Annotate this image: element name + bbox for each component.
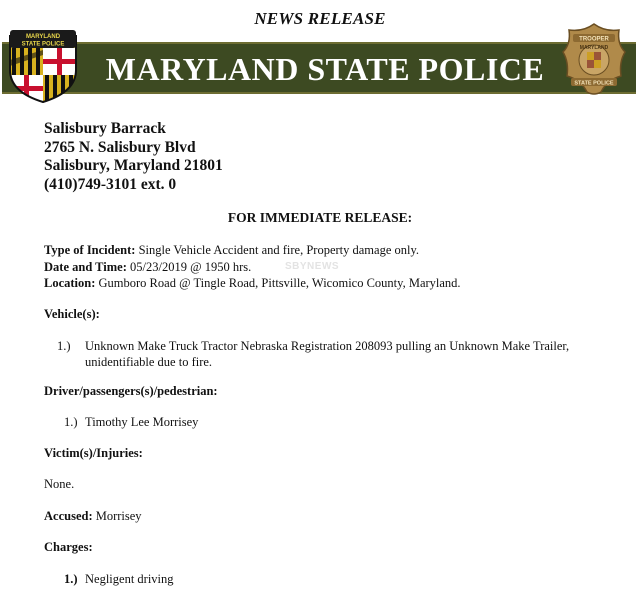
address-line-1: Salisbury Barrack [44,120,166,137]
news-release-heading: NEWS RELEASE [254,9,386,28]
shield-text-top: MARYLAND [25,34,61,40]
driver-item-number: 1.) [64,415,78,429]
incident-location-line [44,275,461,292]
agency-title: MARYLAND STATE POLICE [105,51,545,87]
charge-item-text: Negligent driving [85,572,174,586]
incident-details [44,242,461,292]
victims-value: None. [44,477,75,491]
maryland-state-police-shield-logo [6,26,80,104]
incident-date-line [44,259,461,276]
victims-heading: Victim(s)/Injuries: [44,446,143,460]
badge-text-bottom: STATE POLICE [574,80,614,87]
incident-location-value: Gumboro Road @ Tingle Road, Pittsville, Wicomico County, Maryland. [95,276,461,290]
agency-banner [2,42,636,94]
accused-label: Accused: [44,509,93,523]
release-label: FOR IMMEDIATE RELEASE: [227,210,413,225]
incident-date-value: 05/23/2019 @ 1950 hrs. [126,259,252,274]
drivers-heading: Driver/passengers(s)/pedestrian: [44,384,218,398]
accused-value: Morrisey [92,509,142,523]
trooper-badge-logo [561,22,627,98]
charge-item-number: 1.) [64,572,78,586]
incident-location-label: Location: [44,276,96,290]
barrack-address [44,120,223,194]
vehicle-item [85,338,569,370]
incident-type-label: Type of Incident: [44,243,136,257]
driver-item-name: Timothy Lee Morrisey [85,415,199,429]
address-line-3: Salisbury, Maryland 21801 [44,157,223,174]
charges-heading: Charges: [44,540,93,554]
vehicle-item-line-1: Unknown Make Truck Tractor Nebraska Registration 208093 pulling an Unknown Make Trailer, [85,339,570,353]
vehicles-heading: Vehicle(s): [44,307,100,321]
address-line-2: 2765 N. Salisbury Blvd [44,138,196,156]
incident-type-value: Single Vehicle Accident and fire, Property damage only. [135,243,420,257]
shield-text-bottom: STATE POLICE [21,41,65,48]
badge-text-top: TROOPER [579,36,609,43]
watermark: SBYNEWS [285,261,340,272]
incident-type-line [44,242,461,259]
badge-text-mid: MARYLAND [579,45,609,51]
accused-line [44,509,142,524]
address-phone: (410)749-3101 ext. 0 [44,175,177,193]
vehicle-item-line-2: unidentifiable due to fire. [85,355,213,369]
vehicle-item-number: 1.) [57,339,71,353]
incident-date-label: Date and Time: [44,259,127,274]
